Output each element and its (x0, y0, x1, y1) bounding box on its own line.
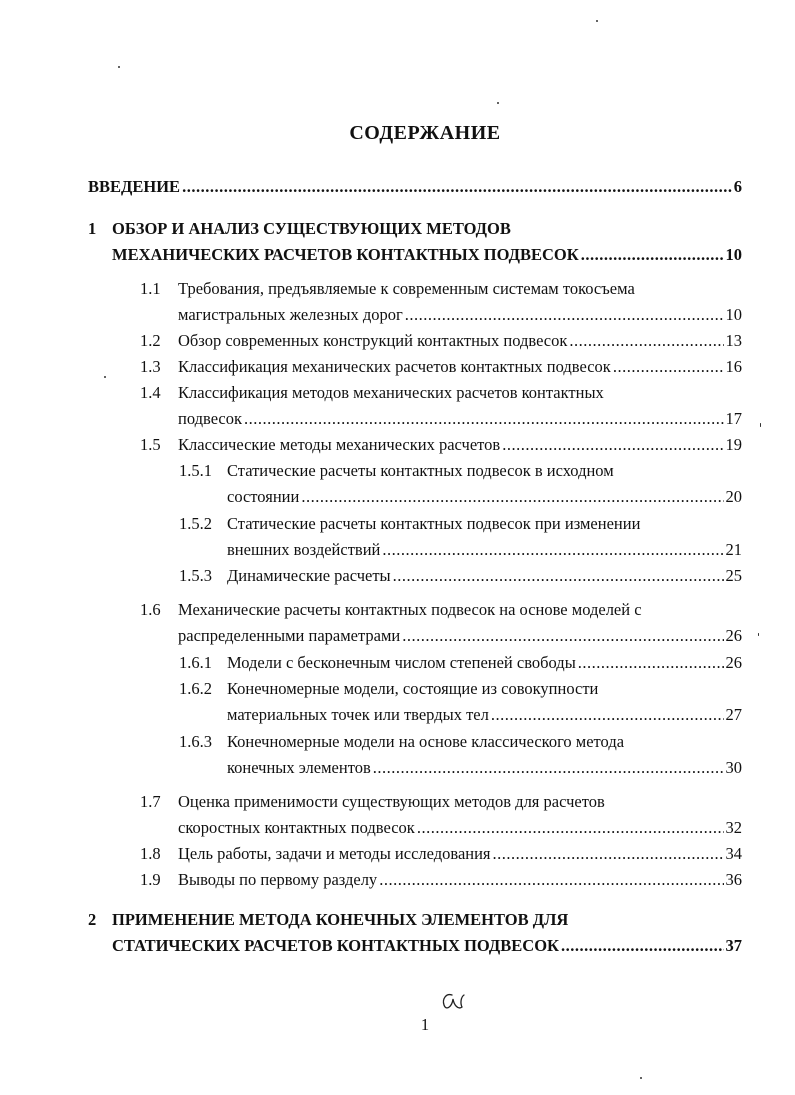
toc-entry-1-7[interactable] (140, 789, 742, 841)
toc-entry-number: 1.8 (140, 844, 161, 863)
toc-entry-label-cont: распределенными параметрами (178, 626, 401, 645)
toc-entry-number: 1.4 (140, 383, 161, 402)
leader-dots (581, 242, 724, 268)
scan-speck (758, 633, 759, 636)
toc-entry-number: 1.5.3 (179, 566, 212, 585)
toc-entry-label: Классификация методов механических расчетов контактных (178, 383, 604, 402)
toc-entry-1-6[interactable] (140, 597, 742, 649)
toc-entry-number: 1.5.1 (179, 461, 212, 480)
toc-page-number: 37 (725, 936, 742, 955)
toc-entry-number: 1.6.3 (179, 732, 212, 751)
toc-entry-label: Цель работы, задачи и методы исследования (178, 844, 491, 863)
toc-entry-number: 1.6.1 (179, 653, 212, 672)
toc-entry-1-1[interactable] (140, 276, 742, 328)
toc-entry-1-5-1[interactable] (179, 458, 742, 510)
leader-dots (405, 302, 724, 328)
toc-entry-label-cont: магистральных железных дорог (178, 305, 403, 324)
toc-entry-1-2[interactable] (140, 328, 742, 354)
toc-page-number: 21 (725, 540, 742, 559)
page-number: 1 (420, 1015, 430, 1034)
toc-entry-number: 1.3 (140, 357, 161, 376)
toc-page-number: 16 (725, 357, 742, 376)
toc-entry-label: ПРИМЕНЕНИЕ МЕТОДА КОНЕЧНЫХ ЭЛЕМЕНТОВ ДЛЯ (112, 910, 569, 929)
toc-entry-label: Конечномерные модели на основе классического метода (227, 732, 625, 751)
toc-entry-number: 1.1 (140, 279, 161, 298)
toc-page-number: 36 (725, 870, 742, 889)
toc-entry-1-4[interactable] (140, 380, 742, 432)
toc-entry-label-cont: внешних воздействий (227, 540, 381, 559)
toc-entry-number: 1.6.2 (179, 679, 212, 698)
page-title: СОДЕРЖАНИЕ (349, 122, 501, 144)
scan-speck (497, 102, 499, 104)
toc-entry-number: 1.5.2 (179, 514, 212, 533)
leader-dots (393, 563, 724, 589)
toc-entry-label: Динамические расчеты (227, 566, 391, 585)
leader-dots (493, 841, 724, 867)
leader-dots (382, 537, 723, 563)
toc-entry-1-8[interactable] (140, 841, 742, 867)
toc-entry-label-cont: скоростных контактных подвесок (178, 818, 415, 837)
toc-page-number: 25 (725, 566, 742, 585)
toc-entry-1-6-3[interactable] (179, 729, 742, 781)
leader-dots (244, 406, 723, 432)
toc-entry-label: Конечномерные модели, состоящие из совокупности (227, 679, 599, 698)
toc-entry-label: Статические расчеты контактных подвесок в исходном (227, 461, 614, 480)
toc-page-number: 20 (725, 487, 742, 506)
toc-entry-intro[interactable] (88, 174, 742, 200)
toc-entry-1-6-2[interactable] (179, 676, 742, 728)
toc-page-number: 10 (725, 305, 742, 324)
toc-entry-number: 1.6 (140, 600, 161, 619)
toc-page-number: 30 (725, 758, 742, 777)
leader-dots (578, 650, 724, 676)
leader-dots (502, 432, 723, 458)
toc-entry-label: Выводы по первому разделу (178, 870, 378, 889)
toc-entry-chapter-1[interactable] (88, 216, 742, 268)
toc-page-number: 32 (725, 818, 742, 837)
toc-entry-label-cont: конечных элементов (227, 758, 371, 777)
toc-entry-1-9[interactable] (140, 867, 742, 893)
toc-entry-label-cont: СТАТИЧЕСКИХ РАСЧЕТОВ КОНТАКТНЫХ ПОДВЕСОК (112, 936, 559, 955)
toc-entry-1-5-3[interactable] (179, 563, 742, 589)
toc-entry-number: 1.9 (140, 870, 161, 889)
toc-entry-number: 1.2 (140, 331, 161, 350)
toc-entry-label: Оценка применимости существующих методов для расчетов (178, 792, 605, 811)
scan-speck (640, 1077, 642, 1079)
toc-entry-1-6-1[interactable] (179, 650, 742, 676)
toc-entry-number: 2 (88, 910, 97, 929)
leader-dots (182, 174, 732, 200)
toc-page-number: 6 (733, 177, 742, 196)
leader-dots (491, 702, 724, 728)
toc-page-number: 34 (725, 844, 742, 863)
toc-entry-label: Статические расчеты контактных подвесок при изменении (227, 514, 641, 533)
leader-dots (301, 484, 723, 510)
toc-entry-label-cont: состоянии (227, 487, 300, 506)
leader-dots (402, 623, 723, 649)
toc-entry-label-cont: материальных точек или твердых тел (227, 705, 489, 724)
toc-entry-chapter-2[interactable] (88, 907, 742, 959)
toc-entry-number: 1 (88, 219, 97, 238)
toc-page-number: 17 (725, 409, 742, 428)
toc-entry-label: ВВЕДЕНИЕ (88, 177, 181, 196)
toc-entry-1-3[interactable] (140, 354, 742, 380)
handwritten-signature-mark (438, 985, 470, 1013)
toc-entry-label: Механические расчеты контактных подвесок на основе моделей с (178, 600, 642, 619)
toc-page-number: 26 (725, 653, 742, 672)
toc-page-number: 27 (725, 705, 742, 724)
toc-entry-label: Классические методы механических расчетов (178, 435, 501, 454)
toc-page-number: 26 (725, 626, 742, 645)
toc-entry-label: Требования, предъявляемые к современным системам токосъема (178, 279, 635, 298)
leader-dots (569, 328, 723, 354)
scan-speck (760, 423, 761, 427)
scan-speck (596, 20, 598, 22)
leader-dots (613, 354, 724, 380)
toc-entry-label: Обзор современных конструкций контактных подвесок (178, 331, 568, 350)
toc-entry-label: ОБЗОР И АНАЛИЗ СУЩЕСТВУЮЩИХ МЕТОДОВ (112, 219, 511, 238)
toc-entry-1-5-2[interactable] (179, 511, 742, 563)
toc-entry-label-cont: МЕХАНИЧЕСКИХ РАСЧЕТОВ КОНТАКТНЫХ ПОДВЕСОК (112, 245, 579, 264)
leader-dots (561, 933, 724, 959)
scan-speck (118, 66, 120, 68)
leader-dots (417, 815, 724, 841)
leader-dots (373, 755, 724, 781)
toc-entry-number: 1.7 (140, 792, 161, 811)
toc-entry-label: Модели с бесконечным числом степеней свободы (227, 653, 576, 672)
toc-page-number: 10 (725, 245, 742, 264)
toc-page-number: 19 (725, 435, 742, 454)
leader-dots (379, 867, 723, 893)
toc-entry-1-5[interactable] (140, 432, 742, 458)
toc-entry-label: Классификация механических расчетов контактных подвесок (178, 357, 611, 376)
toc-page-number: 13 (725, 331, 742, 350)
scan-speck (104, 376, 106, 378)
toc-entry-number: 1.5 (140, 435, 161, 454)
toc-entry-label-cont: подвесок (178, 409, 243, 428)
